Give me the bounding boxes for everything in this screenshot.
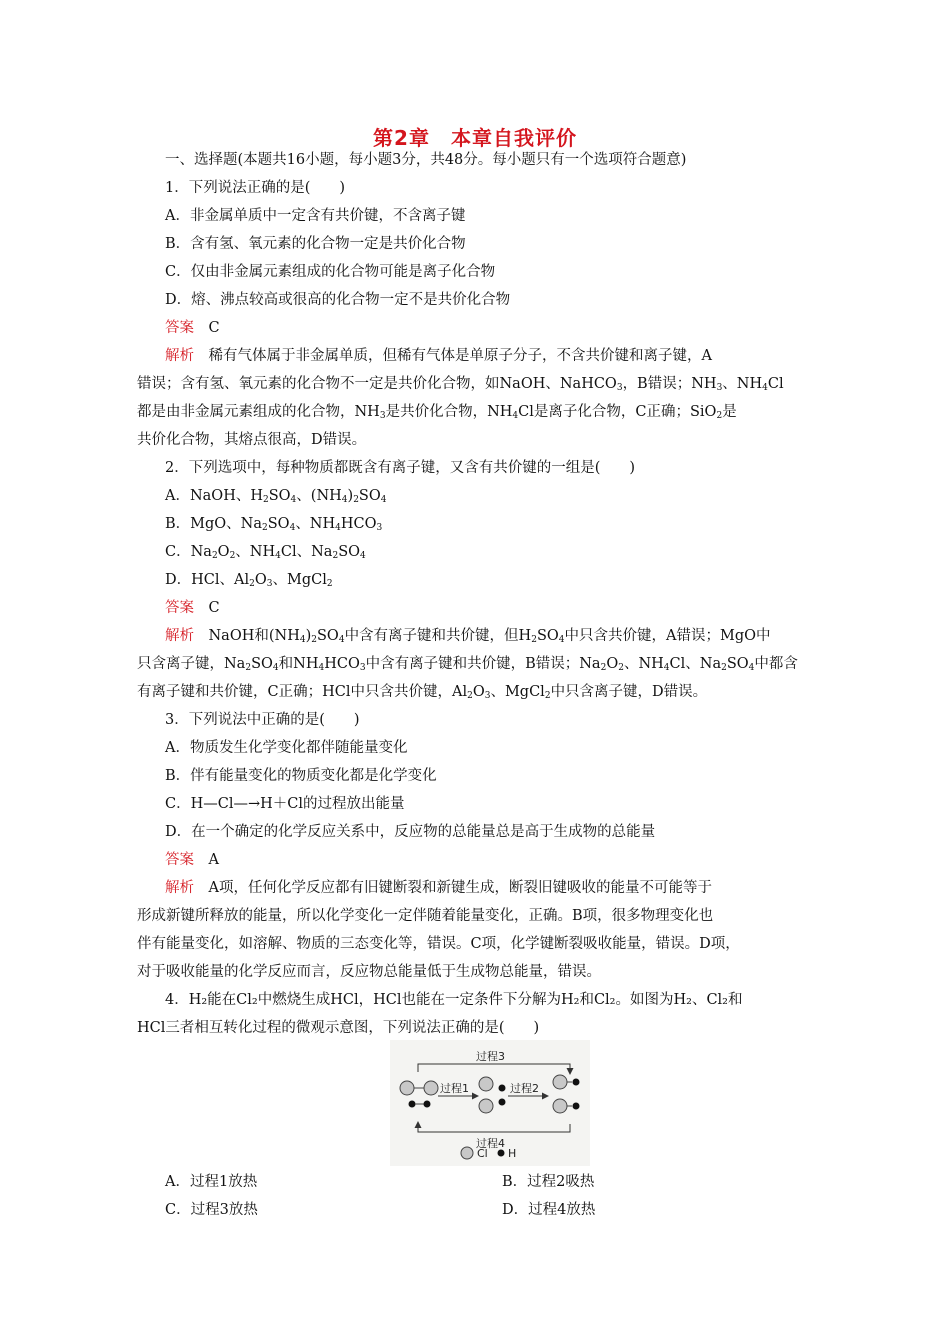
q2-analysis-line-1: 解析 NaOH和$(NH_4)_2SO_4$中含有离子键和共价键，但$H_2SO_4$中只含共价键，A错误；MgO中 <box>165 628 771 645</box>
cl-atom <box>400 1081 414 1095</box>
q2-analysis-line-3: 有离子键和共价键，C正确；HCl中只含共价键，$Al_2O_3$、MgCl$_2$中只含离子键，D错误。 <box>137 684 708 701</box>
analysis-text: ，B错误；NH <box>622 376 717 392</box>
analysis-text: Cl <box>767 376 784 392</box>
page-title: 第2章 本章自我评价 <box>373 126 577 150</box>
q3-analysis-line-3: 伴有能量变化，如溶解、物质的三态变化等，错误。C项，化学键断裂吸收能量，错误。D项， <box>137 936 740 952</box>
q1-analysis-line-2: 错误；含有氢、氧元素的化合物不一定是共价化合物，如NaOH、NaHCO$_3$，B错误；$NH_3$、$NH_4Cl$ <box>137 376 784 393</box>
process4-arrow <box>418 1122 570 1132</box>
q4-option-b: B．过程2吸热 <box>502 1174 595 1190</box>
cl-atom <box>479 1077 493 1091</box>
cl-atom <box>479 1099 493 1113</box>
q2-option-b: B．MgO、$Na_2SO_4$、$NH_4HCO_3$ <box>165 516 383 533</box>
process3-arrow <box>418 1064 570 1074</box>
analysis-text: 都是由非金属元素组成的化合物，NH <box>137 404 380 420</box>
answer-value: C <box>208 320 220 336</box>
q1-option-a: A．非金属单质中一定含有共价键，不含离子键 <box>165 208 466 224</box>
q1-analysis-line-4: 共价化合物，其熔点很高，D错误。 <box>137 432 367 448</box>
h-atom <box>409 1101 416 1108</box>
q1-option-c: C．仅由非金属元素组成的化合物可能是离子化合物 <box>165 264 496 280</box>
legend-h-label: H <box>508 1147 517 1160</box>
analysis-text: Cl是离子化合物，C正确；SiO <box>518 404 717 420</box>
q3-option-d: D．在一个确定的化学反应关系中，反应物的总能量总是高于生成物的总能量 <box>165 824 656 840</box>
section-heading: 一、选择题(本题共16小题，每小题3分，共48分。每小题只有一个选项符合题意) <box>165 152 687 168</box>
h-atom <box>573 1079 580 1086</box>
q1-answer <box>165 318 845 338</box>
analysis-label: 解析 <box>165 348 194 364</box>
q4-option-d: D．过程4放热 <box>502 1202 596 1218</box>
q3-analysis-line-1 <box>165 878 845 898</box>
q3-answer <box>165 850 845 870</box>
cl-atom <box>553 1099 567 1113</box>
q3-analysis-line-4: 对于吸收能量的化学反应而言，反应物总能量低于生成物总能量，错误。 <box>137 964 601 980</box>
q1-analysis-line-1 <box>165 346 845 366</box>
legend-cl-label: Cl <box>477 1147 488 1160</box>
process3-label: 过程3 <box>476 1050 505 1063</box>
q1-stem: 1．下列说法正确的是( ) <box>165 180 346 196</box>
legend-h-icon <box>498 1150 505 1157</box>
q3-analysis-line-2: 形成新键所释放的能量，所以化学变化一定伴随着能量变化，正确。B项，很多物理变化也 <box>137 908 714 924</box>
q3-option-b: B．伴有能量变化的物质变化都是化学变化 <box>165 768 437 784</box>
process2-label: 过程2 <box>510 1082 539 1095</box>
q4-stem-line-1: 4．H₂能在Cl₂中燃烧生成HCl，HCl也能在一定条件下分解为H₂和Cl₂。如图为H₂、Cl₂和 <box>165 992 743 1008</box>
q1-option-d: D．熔、沸点较高或很高的化合物一定不是共价化合物 <box>165 292 511 308</box>
process4-label: 过程4 <box>476 1137 505 1150</box>
q4-stem-line-2: HCl三者相互转化过程的微观示意图，下列说法正确的是( ) <box>137 1020 540 1036</box>
q3-option-a: A．物质发生化学变化都伴随能量变化 <box>165 740 408 756</box>
cl-atom <box>553 1075 567 1089</box>
answer-label: 答案 <box>165 320 194 336</box>
h-atom <box>573 1103 580 1110</box>
analysis-label: 解析 <box>165 880 194 896</box>
diagram-svg <box>390 1040 590 1166</box>
analysis-text: 稀有气体属于非金属单质，但稀有气体是单原子分子，不含共价键和离子键，A <box>208 348 712 364</box>
cl-atom <box>424 1081 438 1095</box>
q1-option-b: B．含有氢、氧元素的化合物一定是共价化合物 <box>165 236 466 252</box>
q2-analysis-line-2: 只含离子键，$Na_2SO_4$和$NH_4HCO_3$中含有离子键和共价键，B错误；$Na_2O_2$、$NH_4Cl$、$Na_2SO_4$中都含 <box>137 656 798 673</box>
analysis-text: 是 <box>722 404 737 420</box>
q2-answer <box>165 598 845 618</box>
q2-option-d: D．HCl、$Al_2O_3$、MgCl$_2$ <box>165 572 333 589</box>
answer-label: 答案 <box>165 852 194 868</box>
analysis-text: 是共价化合物，NH <box>385 404 513 420</box>
q2-stem: 2．下列选项中，每种物质都既含有离子键，又含有共价键的一组是( ) <box>165 460 636 476</box>
h-atom <box>499 1099 506 1106</box>
analysis-label: 解析 <box>165 628 194 644</box>
h-atom <box>424 1101 431 1108</box>
analysis-text: A项，任何化学反应都有旧键断裂和新键生成，断裂旧键吸收的能量不可能等于 <box>208 880 712 896</box>
q3-stem: 3．下列说法中正确的是( ) <box>165 712 360 728</box>
q4-option-a: A．过程1放热 <box>165 1174 258 1190</box>
answer-value: C <box>208 600 220 616</box>
answer-label: 答案 <box>165 600 194 616</box>
h-atom <box>499 1085 506 1092</box>
q2-option-c: C．$Na_2O_2$、$NH_4Cl$、$Na_2SO_4$ <box>165 544 366 561</box>
analysis-text: 、NH <box>722 376 763 392</box>
q1-analysis-line-3: 都是由非金属元素组成的化合物，$NH_3$是共价化合物，$NH_4Cl$是离子化合物，C正确；SiO$_2$是 <box>137 404 737 421</box>
legend-cl-icon <box>461 1147 473 1159</box>
q2-option-a: A．NaOH、$H_2SO_4$、$(NH_4)_2SO_4$ <box>165 488 387 505</box>
reaction-process-diagram <box>390 1040 590 1166</box>
answer-value: A <box>208 852 219 868</box>
q3-option-c: C．H—Cl—→H＋Cl的过程放出能量 <box>165 796 405 812</box>
analysis-text: 错误；含有氢、氧元素的化合物不一定是共价化合物，如NaOH、NaHCO <box>137 376 617 392</box>
process1-label: 过程1 <box>440 1082 469 1095</box>
q4-option-c: C．过程3放热 <box>165 1202 258 1218</box>
